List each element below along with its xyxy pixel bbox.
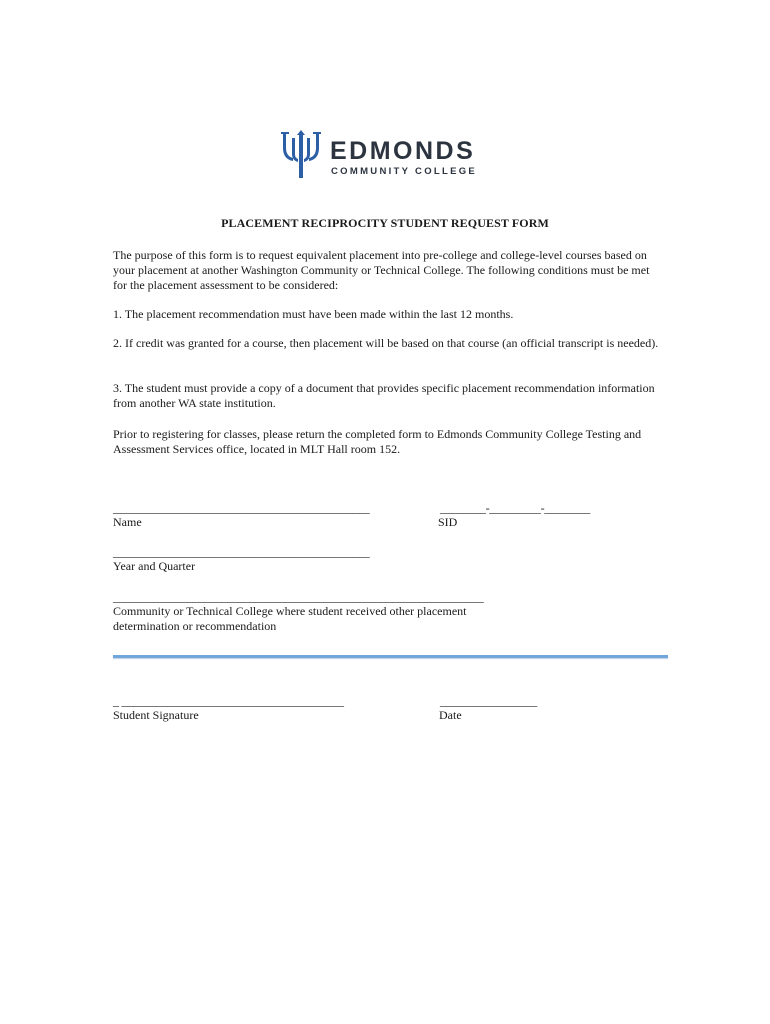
name-line[interactable]: _____________________________________________ [113,501,370,515]
year-quarter-label: Year and Quarter [113,559,196,573]
condition-1: 1. The placement recommendation must have been made within the last 12 months. [113,307,514,321]
signature-label: Student Signature [113,708,199,722]
sid-line[interactable]: ________-_________-________ [440,501,590,515]
instructions-paragraph: Prior to registering for classes, please return the completed form to Edmonds Community College Testing and Assessment Services office, located in MLT Hall room 152. [113,427,642,456]
condition-2: 2. If credit was granted for a course, then placement will be based on that course (an official transcript is needed). [113,336,659,350]
college-logo [280,130,490,180]
date-line[interactable]: _________________ [440,694,537,708]
intro-paragraph: The purpose of this form is to request equivalent placement into pre-college and college-level courses based on your placement at another Washington Community or Technical College. The following conditions must be met for the placement assessment to be considered: [113,248,650,292]
logo-subtitle: COMMUNITY COLLEGE [331,166,478,177]
condition-3: 3. The student must provide a copy of a document that provides specific placement recommendation information from another WA state institution. [113,381,655,410]
name-label: Name [113,515,142,529]
trident-icon [280,130,322,180]
date-label: Date [439,708,462,722]
college-label: Community or Technical College where student received other placement determination or recommendation [113,604,467,633]
year-quarter-line[interactable]: _____________________________________________ [113,545,370,559]
signature-line[interactable]: _ _______________________________________ [113,694,344,708]
college-line[interactable]: _________________________________________________________________ [113,590,484,604]
form-title: PLACEMENT RECIPROCITY STUDENT REQUEST FORM [221,216,549,230]
logo-name: EDMONDS [330,137,476,165]
divider [113,655,668,658]
sid-label: SID [438,515,458,529]
